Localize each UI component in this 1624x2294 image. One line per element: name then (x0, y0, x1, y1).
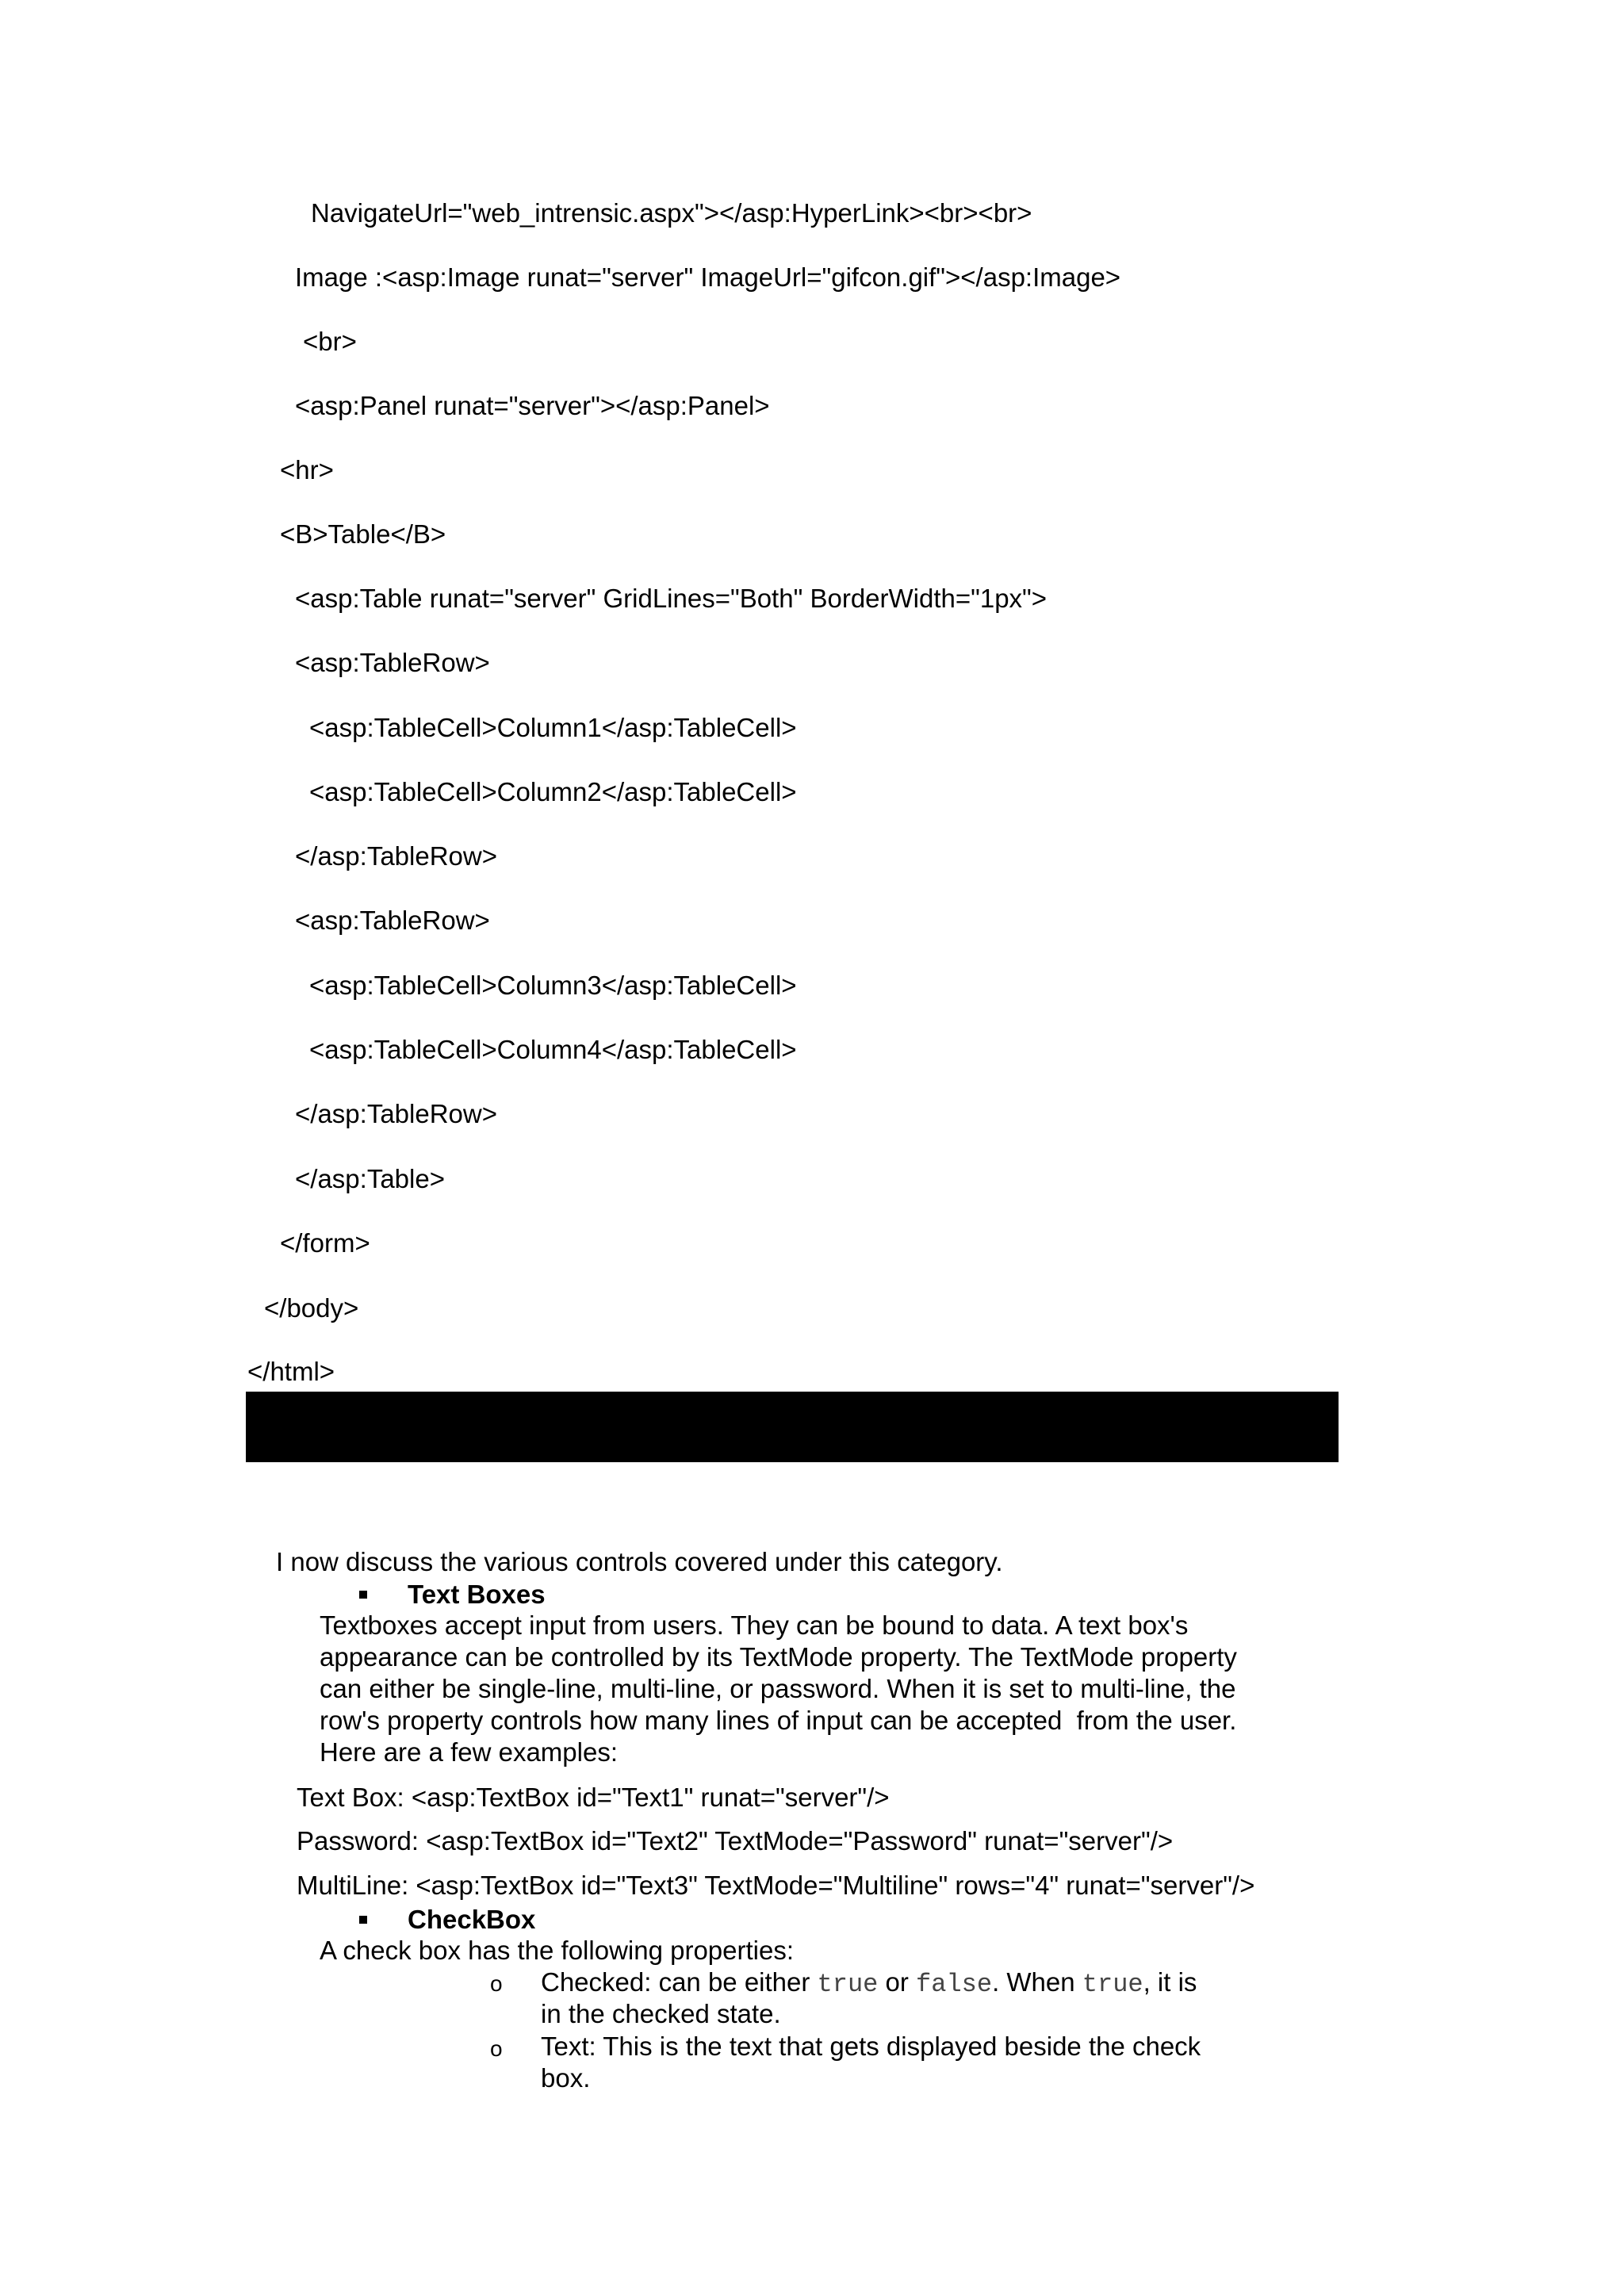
code-line: <asp:TableCell>Column1</asp:TableCell> (309, 713, 797, 742)
textboxes-paragraph-line: appearance can be controlled by its TextMode property. The TextMode property (320, 1642, 1237, 1672)
code-line: <br> (303, 327, 357, 356)
code-line: </asp:TableRow> (295, 1099, 497, 1128)
code-line: <hr> (280, 455, 334, 484)
code-line: Image :<asp:Image runat="server" ImageUrl="gifcon.gif"></asp:Image> (295, 262, 1121, 292)
square-bullet-icon (359, 1591, 367, 1599)
textboxes-heading: Text Boxes (408, 1580, 546, 1609)
checkbox-intro: A check box has the following properties: (320, 1936, 795, 1965)
checked-property-line (541, 1967, 1197, 2001)
checkbox-heading: CheckBox (408, 1905, 536, 1934)
textboxes-paragraph-line: row's property controls how many lines of input can be accepted from the user. (320, 1706, 1237, 1735)
code-true: true (1082, 1970, 1143, 1999)
checked-prefix: Checked: can be either (541, 1967, 818, 1997)
code-line: <asp:TableRow> (295, 906, 490, 935)
circle-bullet-icon: o (490, 1971, 503, 1996)
code-line: </body> (264, 1293, 359, 1323)
text-property-line: box. (541, 2063, 591, 2093)
textbox-example: Text Box: <asp:TextBox id="Text1" runat="server"/> (297, 1783, 890, 1812)
textboxes-paragraph-line: Here are a few examples: (320, 1737, 619, 1767)
code-line: <B>Table</B> (280, 519, 446, 549)
textboxes-paragraph-line: Textboxes accept input from users. They can be bound to data. A text box's (320, 1610, 1189, 1640)
square-bullet-icon (359, 1916, 367, 1924)
checked-or: or (878, 1967, 917, 1997)
circle-bullet-icon: o (490, 2036, 503, 2061)
text-property-line: Text: This is the text that gets displayed beside the check (541, 2032, 1201, 2061)
textboxes-paragraph-line: can either be single-line, multi-line, or password. When it is set to multi-line, the (320, 1674, 1236, 1703)
redaction-bar (246, 1392, 1339, 1462)
code-line: </html> (247, 1357, 335, 1386)
checked-when: . When (992, 1967, 1082, 1997)
code-line: <asp:Panel runat="server"></asp:Panel> (295, 391, 770, 420)
code-line: </form> (280, 1228, 370, 1258)
code-line: <asp:TableCell>Column3</asp:TableCell> (309, 971, 797, 1000)
code-line: </asp:Table> (295, 1164, 445, 1193)
intro-text: I now discuss the various controls covered under this category. (276, 1547, 1003, 1576)
password-example: Password: <asp:TextBox id="Text2" TextMode="Password" runat="server"/> (297, 1826, 1174, 1855)
code-false: false (916, 1970, 993, 1999)
checked-suffix: , it is (1143, 1967, 1197, 1997)
code-true: true (817, 1970, 879, 1999)
checked-property-line: in the checked state. (541, 1999, 781, 2028)
multiline-example: MultiLine: <asp:TextBox id="Text3" TextMode="Multiline" rows="4" runat="server"/> (297, 1871, 1255, 1900)
code-line: <asp:TableRow> (295, 648, 490, 677)
code-line: </asp:TableRow> (295, 841, 497, 871)
code-line: <asp:TableCell>Column2</asp:TableCell> (309, 777, 797, 806)
code-line: <asp:TableCell>Column4</asp:TableCell> (309, 1035, 797, 1064)
code-line: NavigateUrl="web_intrensic.aspx"></asp:HyperLink><br><br> (311, 198, 1032, 228)
code-line: <asp:Table runat="server" GridLines="Both" BorderWidth="1px"> (295, 584, 1048, 613)
